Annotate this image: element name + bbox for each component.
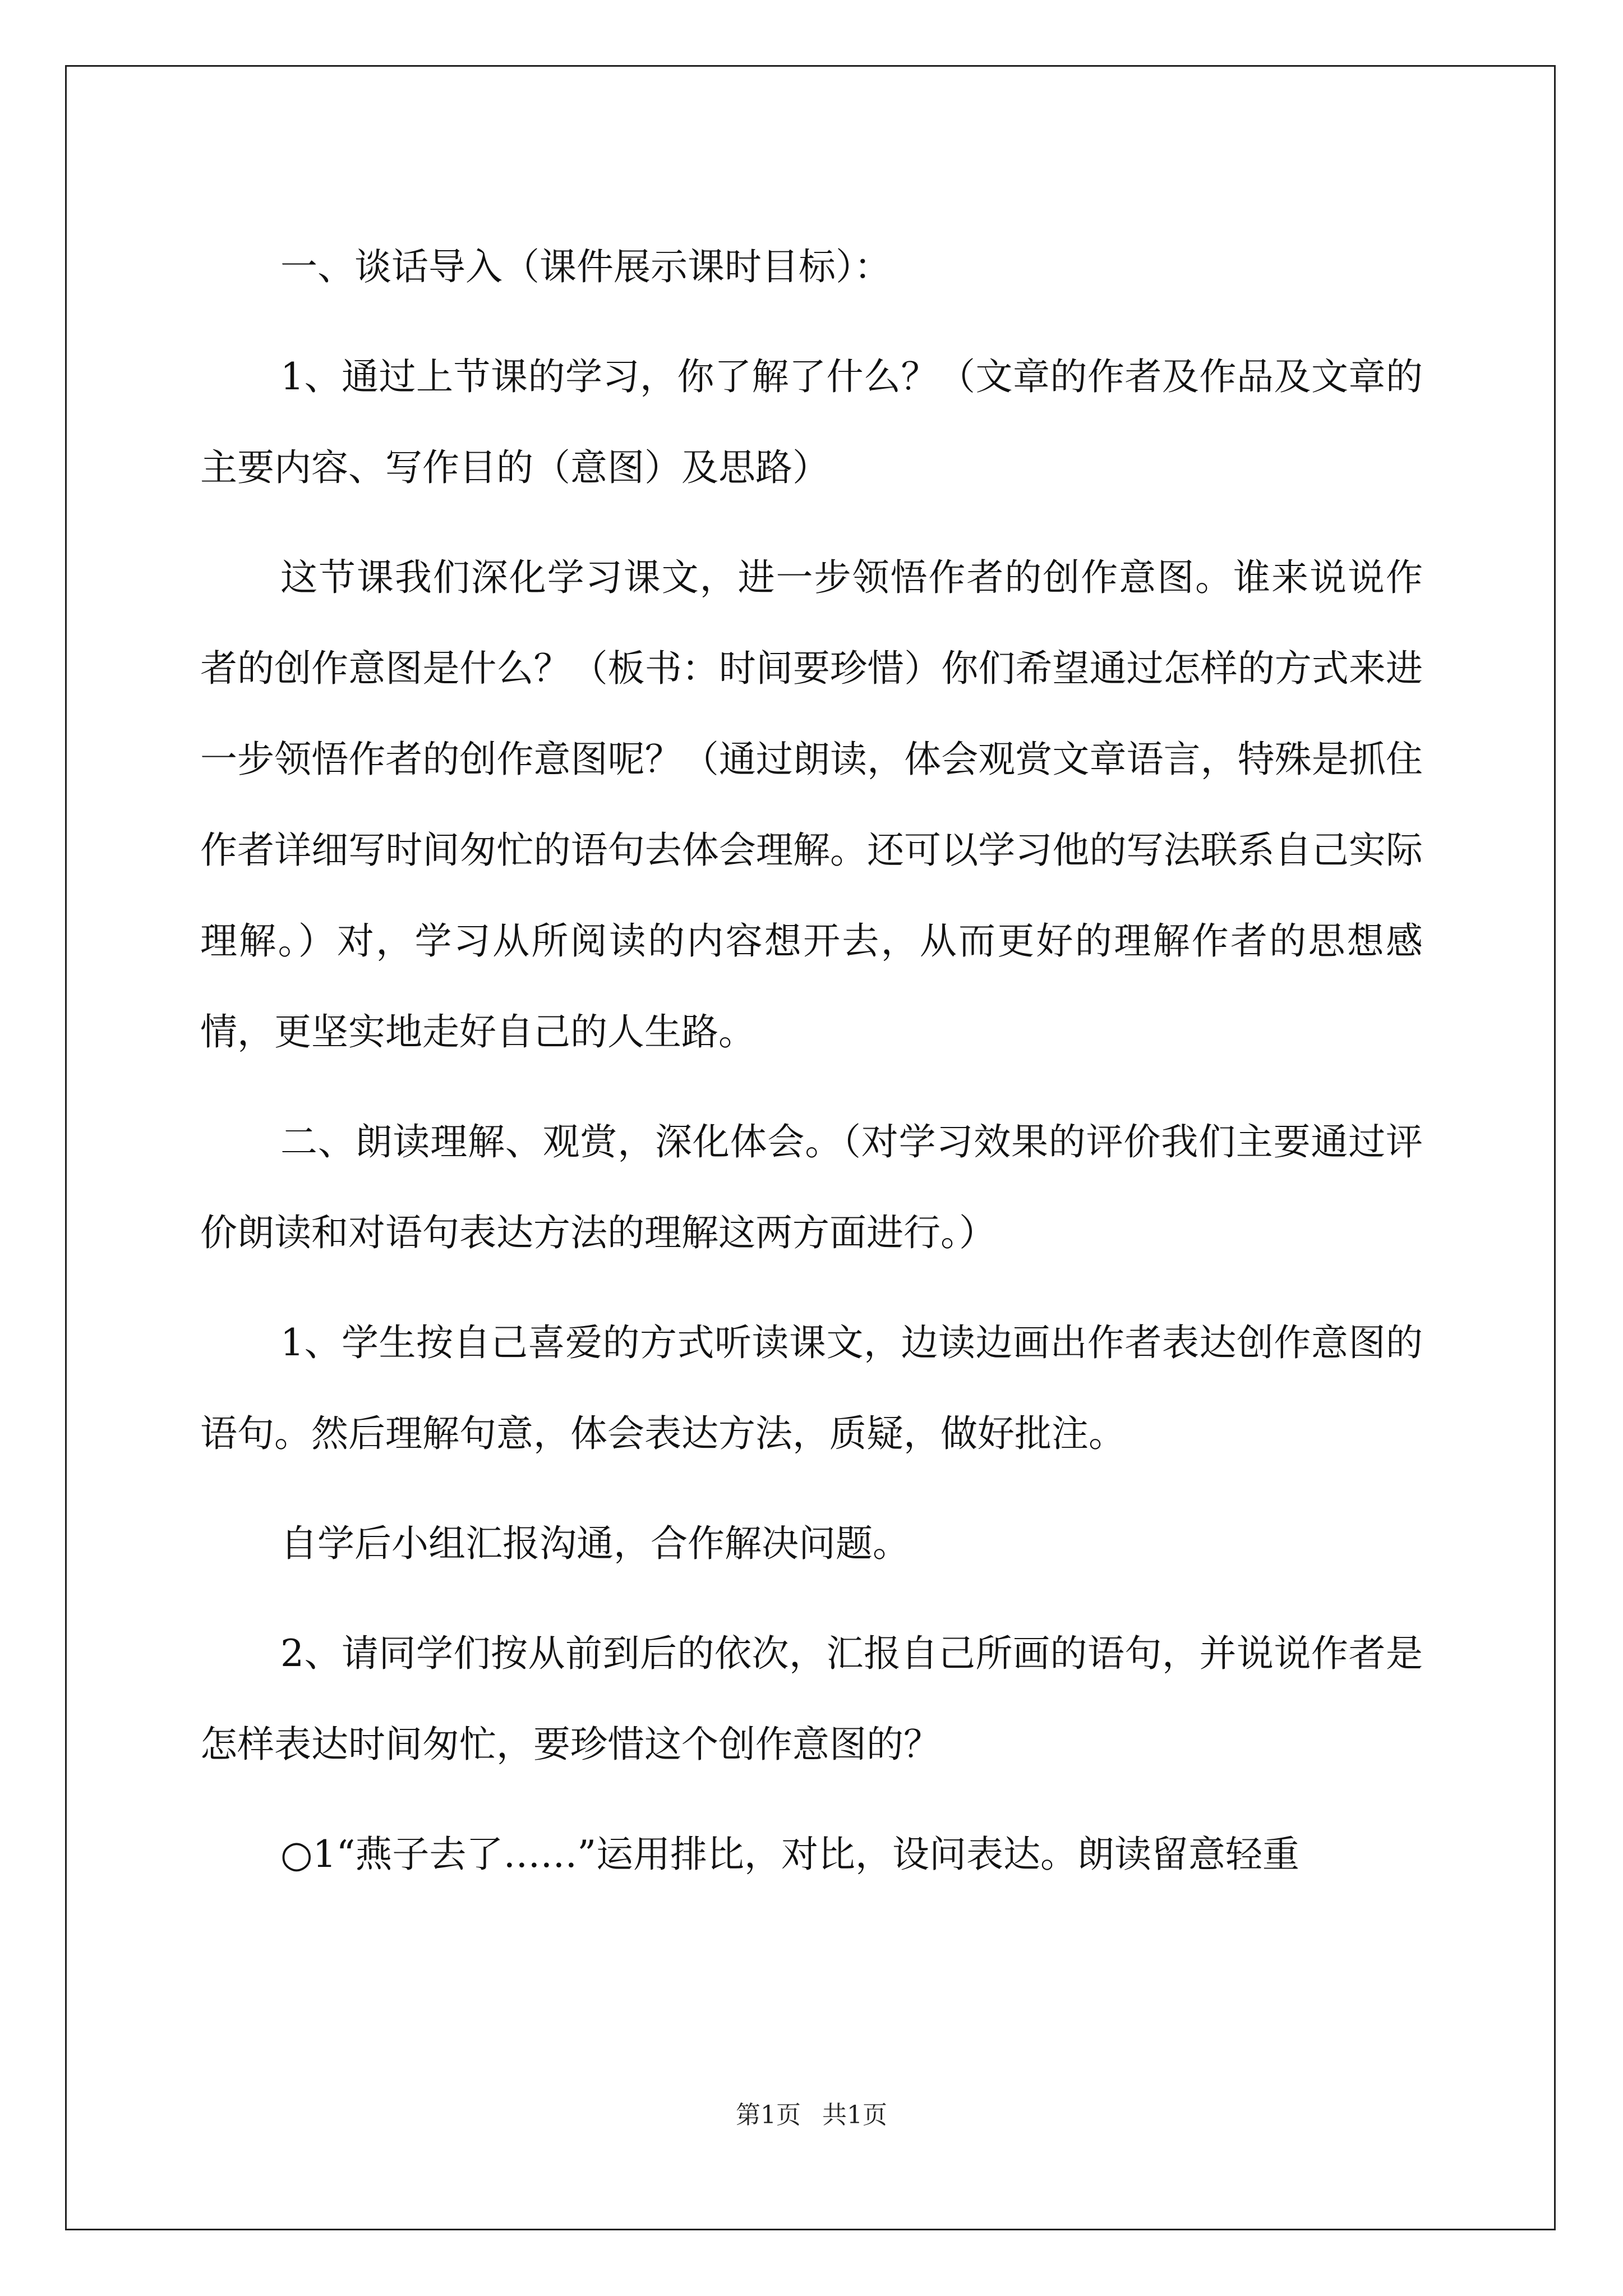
paragraph-6: ○1“燕子去了……”运用排比，对比，设问表达。朗读留意轻重 — [280, 1833, 1300, 1876]
paragraph-1: 1、通过上节课的学习，你了解了什么？（文章的作者及作品及文章的主要内容、写作目的（意图）及思路） — [200, 355, 1423, 489]
page-number-total: 共1页 — [822, 2101, 887, 2129]
paragraph-heading-2: 二、朗读理解、观赏，深化体会。（对学习效果的评价我们主要通过评价朗读和对语句表达方法的理解这两方面进行。） — [200, 1120, 1423, 1254]
page-footer — [0, 2099, 1623, 2132]
paragraph-4: 自学后小组汇报沟通，合作解决问题。 — [280, 1522, 910, 1565]
paragraph-heading-1: 一、谈话导入（课件展示课时目标）： — [280, 245, 891, 288]
document-body — [200, 222, 1423, 1919]
paragraph-3: 1、学生按自己喜爱的方式听读课文，边读边画出作者表达创作意图的语句。然后理解句意，体会表达方法，质疑，做好批注。 — [200, 1321, 1423, 1455]
paragraph-2: 这节课我们深化学习课文，进一步领悟作者的创作意图。谁来说说作者的创作意图是什么？（板书：时间要珍惜）你们希望通过怎样的方式来进一步领悟作者的创作意图呢？（通过朗读，体会观赏文章语言，特殊是抓住作者详细写时间匆忙的语句去体会理解。还可以学习他的写法联系自己实际理解。）对，学习从所阅读的内容想开去，从而更好的理解作者的思想感情，更坚实地走好自己的人生路。 — [200, 556, 1423, 1053]
paragraph-5: 2、请同学们按从前到后的依次，汇报自己所画的语句，并说说作者是怎样表达时间匆忙，要珍惜这个创作意图的？ — [200, 1632, 1423, 1766]
page-number-current: 第1页 — [736, 2101, 801, 2129]
